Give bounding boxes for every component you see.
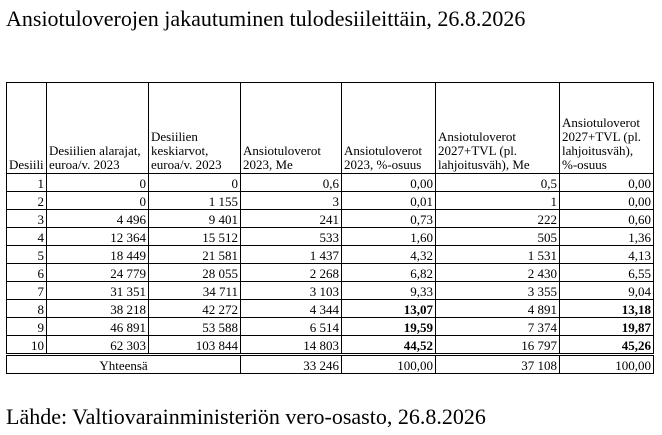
average-cell: 15 512 (149, 228, 241, 246)
tax-2023-share-cell: 4,32 (342, 246, 436, 264)
lower-limit-cell: 12 364 (47, 228, 149, 246)
lower-limit-cell: 62 303 (47, 336, 149, 355)
header-tax-2023-me: Ansiotuloverot 2023, Me (241, 83, 342, 174)
lower-limit-cell: 46 891 (47, 318, 149, 336)
tax-2023-me-cell: 4 344 (241, 300, 342, 318)
total-label: Yhteensä (7, 355, 241, 374)
tax-2027-me-cell: 16 797 (436, 336, 560, 355)
tax-2027-share-cell: 4,13 (560, 246, 654, 264)
tax-2023-share-cell: 0,00 (342, 174, 436, 192)
header-tax-2027-share: Ansiotuloverot 2027+TVL (pl. lahjoitusväh), %-osuus (560, 83, 654, 174)
average-cell: 28 055 (149, 264, 241, 282)
tax-2027-share-cell: 13,18 (560, 300, 654, 318)
tax-2023-me-cell: 0,6 (241, 174, 342, 192)
table-row (7, 300, 654, 318)
tax-2027-share-cell: 9,04 (560, 282, 654, 300)
tax-2023-me-cell: 2 268 (241, 264, 342, 282)
tax-2023-share-cell: 0,73 (342, 210, 436, 228)
lower-limit-cell: 0 (47, 174, 149, 192)
tax-2023-me-cell: 3 (241, 192, 342, 210)
tax-2023-me-cell: 6 514 (241, 318, 342, 336)
lower-limit-cell: 0 (47, 192, 149, 210)
average-cell: 21 581 (149, 246, 241, 264)
lower-limit-cell: 31 351 (47, 282, 149, 300)
total-tax-2023-share: 100,00 (342, 355, 436, 374)
tax-distribution-table (6, 82, 654, 374)
tax-2023-share-cell: 1,60 (342, 228, 436, 246)
table-row (7, 174, 654, 192)
desiili-cell: 8 (7, 300, 47, 318)
tax-2027-me-cell: 7 374 (436, 318, 560, 336)
tax-2023-me-cell: 241 (241, 210, 342, 228)
desiili-cell: 5 (7, 246, 47, 264)
table-body (7, 174, 654, 374)
table-row (7, 210, 654, 228)
average-cell: 34 711 (149, 282, 241, 300)
tax-2027-share-cell: 0,00 (560, 174, 654, 192)
tax-2023-share-cell: 44,52 (342, 336, 436, 355)
tax-2027-me-cell: 4 891 (436, 300, 560, 318)
tax-2027-share-cell: 0,00 (560, 192, 654, 210)
source-note: Lähde: Valtiovarainministeriön vero-osasto, 26.8.2026 (6, 404, 486, 429)
desiili-cell: 7 (7, 282, 47, 300)
tax-2027-me-cell: 1 531 (436, 246, 560, 264)
lower-limit-cell: 24 779 (47, 264, 149, 282)
tax-2027-share-cell: 19,87 (560, 318, 654, 336)
lower-limit-cell: 4 496 (47, 210, 149, 228)
total-tax-2027-share: 100,00 (560, 355, 654, 374)
tax-2023-share-cell: 9,33 (342, 282, 436, 300)
desiili-cell: 3 (7, 210, 47, 228)
table-row (7, 228, 654, 246)
tax-2027-share-cell: 1,36 (560, 228, 654, 246)
table-row (7, 246, 654, 264)
tax-2023-me-cell: 533 (241, 228, 342, 246)
desiili-cell: 10 (7, 336, 47, 355)
average-cell: 0 (149, 174, 241, 192)
lower-limit-cell: 38 218 (47, 300, 149, 318)
desiili-cell: 1 (7, 174, 47, 192)
table-total-row (7, 355, 654, 374)
average-cell: 53 588 (149, 318, 241, 336)
tax-2027-share-cell: 6,55 (560, 264, 654, 282)
average-cell: 9 401 (149, 210, 241, 228)
tax-2023-share-cell: 19,59 (342, 318, 436, 336)
table-row (7, 192, 654, 210)
tax-2023-me-cell: 1 437 (241, 246, 342, 264)
average-cell: 1 155 (149, 192, 241, 210)
desiili-cell: 4 (7, 228, 47, 246)
tax-2027-me-cell: 505 (436, 228, 560, 246)
header-averages: Desiilien keskiarvot, euroa/v. 2023 (149, 83, 241, 174)
tax-2027-me-cell: 2 430 (436, 264, 560, 282)
tax-2023-me-cell: 14 803 (241, 336, 342, 355)
desiili-cell: 9 (7, 318, 47, 336)
average-cell: 103 844 (149, 336, 241, 355)
total-tax-2027-me: 37 108 (436, 355, 560, 374)
tax-2027-me-cell: 1 (436, 192, 560, 210)
header-lower-limits: Desiilien alarajat, euroa/v. 2023 (47, 83, 149, 174)
document-title: Ansiotuloverojen jakautuminen tulodesiileittäin, 26.8.2026 (6, 6, 526, 31)
desiili-cell: 6 (7, 264, 47, 282)
tax-2027-me-cell: 222 (436, 210, 560, 228)
tax-2027-me-cell: 3 355 (436, 282, 560, 300)
desiili-cell: 2 (7, 192, 47, 210)
table-row (7, 336, 654, 355)
header-tax-2023-share: Ansiotuloverot 2023, %-osuus (342, 83, 436, 174)
lower-limit-cell: 18 449 (47, 246, 149, 264)
header-tax-2027-me: Ansiotuloverot 2027+TVL (pl. lahjoitusväh), Me (436, 83, 560, 174)
tax-2027-share-cell: 45,26 (560, 336, 654, 355)
tax-2027-share-cell: 0,60 (560, 210, 654, 228)
tax-2023-share-cell: 6,82 (342, 264, 436, 282)
total-tax-2023-me: 33 246 (241, 355, 342, 374)
table-header-row (7, 83, 654, 174)
table-row (7, 282, 654, 300)
table-row (7, 264, 654, 282)
header-desiili: Desiili (7, 83, 47, 174)
tax-2023-me-cell: 3 103 (241, 282, 342, 300)
tax-2023-share-cell: 0,01 (342, 192, 436, 210)
tax-2027-me-cell: 0,5 (436, 174, 560, 192)
table-row (7, 318, 654, 336)
average-cell: 42 272 (149, 300, 241, 318)
tax-2023-share-cell: 13,07 (342, 300, 436, 318)
